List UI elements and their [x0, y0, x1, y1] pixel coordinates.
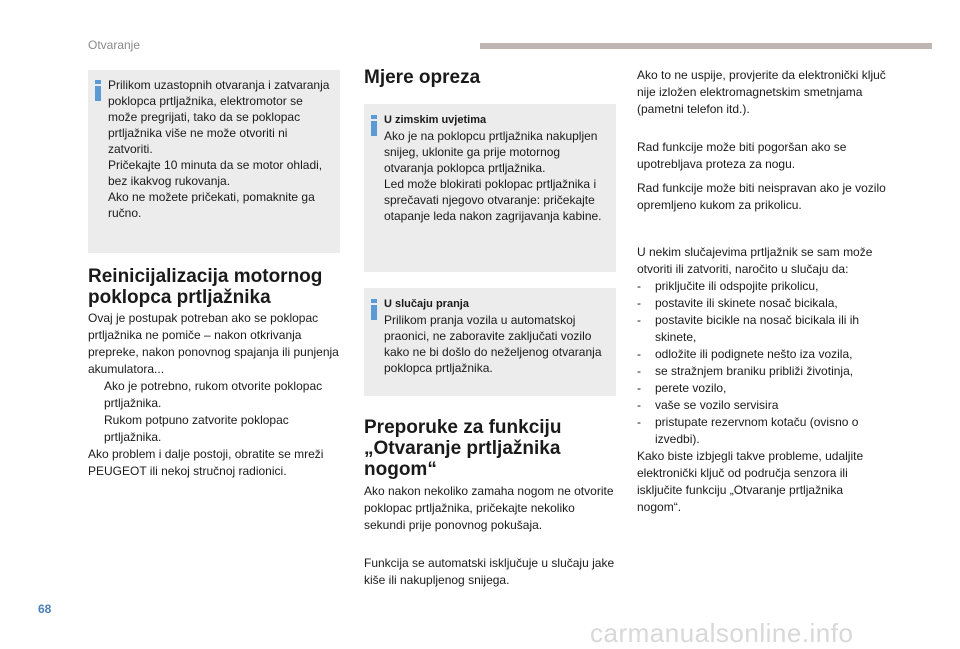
dash-bullet: - [637, 398, 641, 412]
note-line: kako ne bi došlo do neželjenog otvaranja [384, 345, 602, 359]
col3-para-3 [637, 180, 917, 214]
col3-para-1 [637, 67, 917, 118]
note-line: ručno. [108, 206, 142, 220]
col3-para-2 [637, 139, 917, 173]
dash-bullet: - [637, 296, 641, 310]
list-item [637, 380, 917, 397]
dash-bullet: - [637, 364, 641, 378]
info-icon [95, 80, 101, 101]
text-line: poklopac prtljažnika, pričekajte nekoliko [364, 501, 575, 515]
note-line: Pričekajte 10 minuta da se motor ohladi, [108, 158, 323, 172]
text-line: upotrebljava proteza za nogu. [637, 157, 796, 171]
text-line: (pametni telefon itd.). [637, 102, 750, 116]
heading-line: Preporuke za funkciju [364, 417, 562, 438]
list-item [637, 295, 917, 312]
note-title: U zimskim uvjetima [384, 114, 487, 126]
dash-bullet: - [637, 279, 641, 293]
note-line: otapanje leda nakon zagrijavanja kabine. [384, 209, 602, 223]
note-line: poklopca prtljažnika. [384, 361, 493, 375]
info-icon [371, 299, 377, 320]
heading-line: „Otvaranje prtljažnika [364, 438, 561, 459]
recommendation-para-1 [364, 483, 624, 534]
note-title: U slučaju pranja [384, 298, 469, 310]
info-note-winter [364, 104, 616, 272]
note-line: otvaranja poklopca prtljažnika. [384, 161, 546, 175]
recommendation-para-2 [364, 555, 624, 589]
info-note-washing [364, 288, 616, 396]
text-line: odložite ili podignete nešto iza vozila, [655, 347, 853, 361]
text-line: nogom“. [637, 500, 682, 514]
step-item [88, 378, 348, 412]
section-heading-recommendations [364, 417, 624, 480]
text-line: prepreke, nakon ponovnog spajanja ili punjenja [88, 345, 339, 359]
note-line: može pregrijati, tako da se poklopac [108, 110, 301, 124]
text-line: prtljažnika ne pomiče – nakon otkrivanja [88, 328, 302, 342]
note-line: Ako ne možete pričekati, pomaknite ga [108, 190, 315, 204]
heading-line: Reinicijalizacija motornog [88, 266, 323, 287]
list-item [637, 312, 917, 346]
section-heading-precautions: Mjere opreza [364, 67, 481, 88]
text-line: opremljeno kukom za prikolicu. [637, 198, 802, 212]
text-line: kiše ili nakupljenog snijega. [364, 573, 510, 587]
text-line: Rad funkcije može biti pogoršan ako se [637, 140, 847, 154]
header-divider-bar [480, 43, 932, 49]
watermark-text: carmanualsonline.info [590, 618, 854, 648]
text-line: U nekim slučajevima prtljažnik se sam može [637, 245, 873, 259]
note-line: Prilikom pranja vozila u automatskoj [384, 313, 576, 327]
dash-bullet: - [637, 415, 641, 429]
text-line: Ako problem i dalje postoji, obratite se mreži [88, 447, 324, 461]
step-item [88, 412, 348, 446]
dash-bullet: - [637, 347, 641, 361]
text-line: vaše se vozilo servisira [655, 398, 779, 412]
text-line: Ako to ne uspije, provjerite da elektronički ključ [637, 68, 886, 82]
text-line: sekundi prije ponovnog pokušaja. [364, 518, 543, 532]
text-line: Ovaj je postupak potreban ako se poklopac [88, 311, 319, 325]
note-text [384, 296, 608, 376]
note-line: zatvoriti. [108, 142, 153, 156]
list-item [637, 278, 917, 295]
page-section-title: Otvaranje [88, 38, 141, 52]
text-line: Kako biste izbjegli takve probleme, udaljite [637, 449, 864, 463]
note-line: Prilikom uzastopnih otvaranja i zatvaranja [108, 78, 330, 92]
text-line: Ako je potrebno, rukom otvorite poklopac [104, 379, 323, 393]
text-line: PEUGEOT ili nekoj stručnoj radionici. [88, 464, 287, 478]
dash-bullet: - [637, 313, 641, 327]
text-line: perete vozilo, [655, 381, 727, 395]
heading-line: poklopca prtljažnika [88, 287, 271, 308]
text-line: Funkcija se automatski isključuje u slučaju jake [364, 556, 615, 570]
text-line: prtljažnika. [104, 396, 162, 410]
text-line: isključite funkciju „Otvaranje prtljažnika [637, 483, 844, 497]
text-line: Rad funkcije može biti neispravan ako je vozilo [637, 181, 886, 195]
list-item [637, 397, 917, 414]
heading-line: nogom“ [364, 459, 437, 480]
page-number: 68 [38, 602, 52, 616]
section-heading-reinit [88, 266, 348, 308]
note-line: praonici, ne zaboravite zaključati vozilo [384, 329, 592, 343]
text-line: prtljažnika. [104, 430, 162, 444]
list-item [637, 363, 917, 380]
text-line: nije izložen elektromagnetskim smetnjama [637, 85, 863, 99]
note-line: Ako je na poklopcu prtljažnika nakupljen [384, 129, 598, 143]
note-line: poklopca prtljažnika, elektromotor se [108, 94, 303, 108]
text-line: postavite ili skinete nosač bicikala, [655, 296, 838, 310]
text-line: Ako nakon nekoliko zamaha nogom ne otvorite [364, 484, 614, 498]
reinit-body [88, 310, 348, 480]
text-line: izvedbi). [655, 432, 700, 446]
text-line: skinete, [655, 330, 697, 344]
text-line: pristupate rezervnom kotaču (ovisno o [655, 415, 859, 429]
note-line: prtljažnika više ne može otvoriti ni [108, 126, 288, 140]
note-line: sprečavati njegovo otvaranje: pričekajte [384, 193, 595, 207]
text-line: Rukom potpuno zatvorite poklopac [104, 413, 289, 427]
reinit-intro [88, 310, 348, 378]
note-line: bez ikakvog rukovanja. [108, 174, 231, 188]
note-line: Led može blokirati poklopac prtljažnika i [384, 177, 597, 191]
col3-para-4 [637, 244, 917, 516]
note-text [108, 77, 332, 221]
reinit-footer [88, 446, 348, 480]
list-item [637, 346, 917, 363]
text-line: se stražnjem braniku približi životinja, [655, 364, 854, 378]
text-line: priključite ili odspojite prikolicu, [655, 279, 819, 293]
text-line: postavite bicikle na nosač bicikala ili ih [655, 313, 860, 327]
dash-bullet: - [637, 381, 641, 395]
info-icon [371, 115, 377, 136]
info-note-overheating [88, 70, 340, 253]
text-line: elektronički ključ od područja senzora ili [637, 466, 848, 480]
note-text [384, 112, 608, 224]
list-item [637, 414, 917, 448]
note-line: snijeg, uklonite ga prije motornog [384, 145, 561, 159]
text-line: akumulatora... [88, 362, 165, 376]
text-line: otvoriti ili zatvoriti, naročito u slučaju da: [637, 262, 849, 276]
